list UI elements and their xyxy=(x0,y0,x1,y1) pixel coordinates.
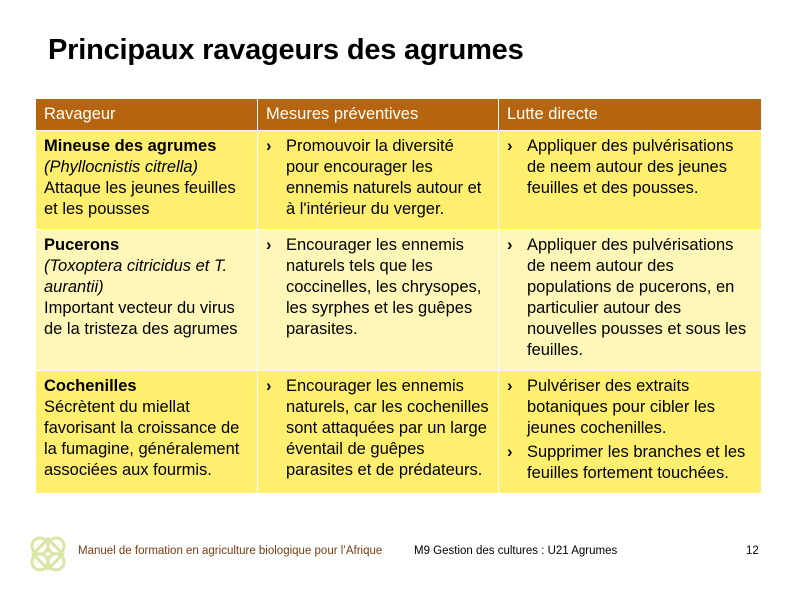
table-row xyxy=(36,230,762,371)
list-item xyxy=(507,442,753,484)
pest-latin-name: (Toxoptera citricidus et T. aurantii) xyxy=(44,257,228,296)
bullet-chevron-icon: › xyxy=(266,137,272,155)
list-item xyxy=(266,235,490,340)
footer-module: M9 Gestion des cultures : U21 Agrumes xyxy=(414,545,618,557)
preventive-text: Promouvoir la diversité pour encourager les ennemis naturels autour et à l'intérieur du verger. xyxy=(286,137,482,218)
leaf-knot-logo-icon xyxy=(27,533,69,575)
preventive-cell xyxy=(258,131,499,230)
direct-text: Pulvériser des extraits botaniques pour cibler les jeunes cochenilles. xyxy=(527,377,716,437)
bullet-chevron-icon: › xyxy=(507,377,513,395)
direct-text: Appliquer des pulvérisations de neem autour des jeunes feuilles et des pousses. xyxy=(527,137,734,197)
direct-cell xyxy=(499,131,762,230)
pest-description: Attaque les jeunes feuilles et les pousses xyxy=(44,179,236,218)
header-ravageur: Ravageur xyxy=(36,99,258,131)
pest-description: Important vecteur du virus de la tristeza des agrumes xyxy=(44,299,238,338)
pest-description: Sécrètent du miellat favorisant la croissance de la fumagine, généralement associées aux fourmis. xyxy=(44,398,240,479)
list-item xyxy=(266,136,490,220)
direct-cell xyxy=(499,371,762,494)
table-row xyxy=(36,371,762,494)
bullet-chevron-icon: › xyxy=(507,137,513,155)
preventive-cell xyxy=(258,230,499,371)
bullet-chevron-icon: › xyxy=(507,443,513,461)
list-item xyxy=(507,235,753,361)
pest-cell xyxy=(36,230,258,371)
header-mesures-preventives: Mesures préventives xyxy=(258,99,499,131)
pest-latin-name: (Phyllocnistis citrella) xyxy=(44,158,199,176)
pests-table xyxy=(35,98,762,494)
direct-text: Supprimer les branches et les feuilles fortement touchées. xyxy=(527,443,746,482)
preventive-text: Encourager les ennemis naturels, car les cochenilles sont attaquées par un large éventail de guêpes parasites et de prédateurs. xyxy=(286,377,489,479)
preventive-cell xyxy=(258,371,499,494)
pest-name: Pucerons xyxy=(44,236,120,254)
direct-text: Appliquer des pulvérisations de neem autour des populations de pucerons, en particulier autour des nouvelles pousses et sous les feuilles. xyxy=(527,236,747,359)
list-item xyxy=(266,376,490,481)
list-item xyxy=(507,376,753,439)
page-number: 12 xyxy=(746,545,759,557)
pest-cell xyxy=(36,371,258,494)
footer-manual-title: Manuel de formation en agriculture biologique pour l’Afrique xyxy=(78,545,383,557)
table-row xyxy=(36,131,762,230)
direct-cell xyxy=(499,230,762,371)
preventive-text: Encourager les ennemis naturels tels que les coccinelles, les chrysopes, les syrphes et les guêpes parasites. xyxy=(286,236,482,338)
header-lutte-directe: Lutte directe xyxy=(499,99,762,131)
pest-cell xyxy=(36,131,258,230)
bullet-chevron-icon: › xyxy=(266,377,272,395)
table-header-row xyxy=(36,99,762,131)
bullet-chevron-icon: › xyxy=(266,236,272,254)
page-title: Principaux ravageurs des agrumes xyxy=(48,34,524,66)
pest-name: Cochenilles xyxy=(44,377,137,395)
list-item xyxy=(507,136,753,199)
pest-name: Mineuse des agrumes xyxy=(44,137,217,155)
bullet-chevron-icon: › xyxy=(507,236,513,254)
